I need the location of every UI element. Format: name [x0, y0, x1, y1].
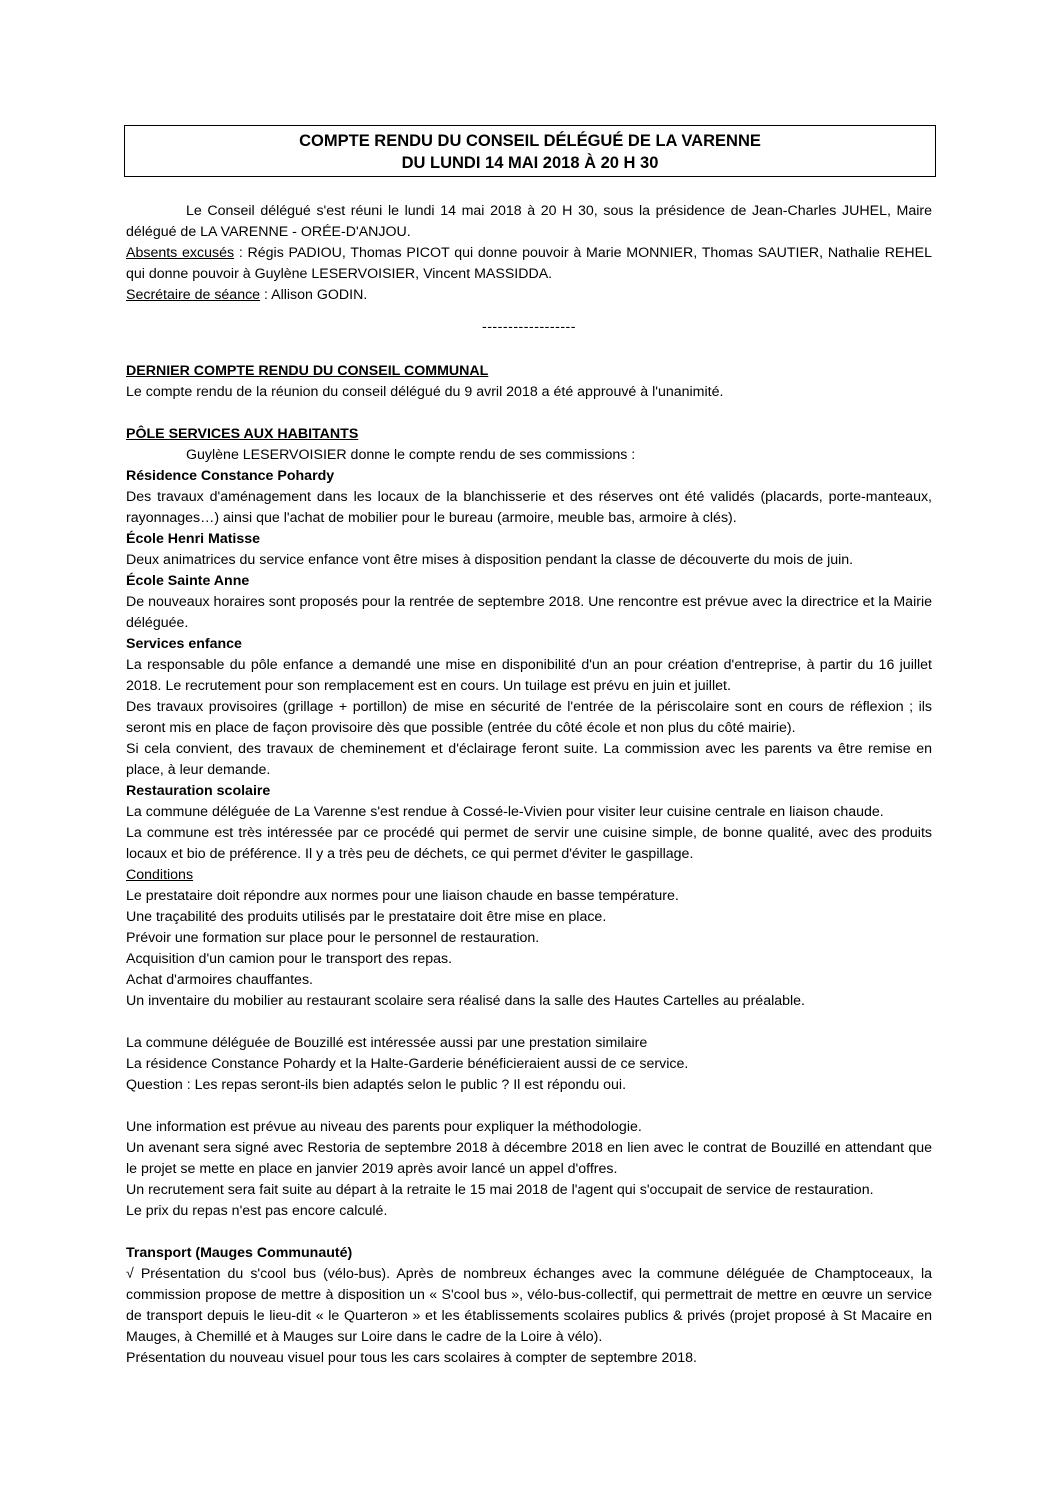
dernier-text: Le compte rendu de la réunion du conseil délégué du 9 avril 2018 a été approuvé à l'unanimité. [126, 384, 724, 400]
condition-item: Un inventaire du mobilier au restaurant scolaire sera réalisé dans la salle des Hautes Cartelles au préalable. [126, 993, 805, 1009]
spacer [126, 1222, 932, 1243]
separator: ------------------ [481, 319, 577, 335]
spacer [126, 403, 932, 424]
section-heading-pole: PÔLE SERVICES AUX HABITANTS [126, 426, 359, 442]
title-line-2: DU LUNDI 14 MAI 2018 À 20 H 30 [401, 154, 659, 172]
absents-line [126, 243, 932, 285]
question-line: Question : Les repas seront-ils bien adaptés selon le public ? Il est répondu oui. [126, 1077, 627, 1093]
document-title-box [124, 125, 936, 177]
resto-paragraph-2: La commune est très intéressée par ce procédé qui permet de servir une cuisine simple, de bonne qualité, avec des produits locaux et bio de préférence. Il y a très peu de déchets, ce qui permet d'éviter le gaspillage. [126, 825, 932, 862]
subheading-enfance: Services enfance [126, 636, 242, 652]
intro-paragraph: Le Conseil délégué s'est réuni le lundi 14 mai 2018 à 20 H 30, sous la présidence de Jean-Charles JUHEL, Maire délégué de LA VARENNE - ORÉE-D'ANJOU. [126, 203, 932, 240]
absents-text: : Régis PADIOU, Thomas PICOT qui donne pouvoir à Marie MONNIER, Thomas SAUTIER, Nathalie REHEL qui donne pouvoir à Guylène LESERVOISIER, Vincent MASSIDDA. [126, 245, 932, 282]
bouzille-line-1: La commune déléguée de Bouzillé est intéressée aussi par une prestation similaire [126, 1035, 648, 1051]
subheading-anne: École Sainte Anne [126, 573, 250, 589]
conditions-label: Conditions [126, 867, 194, 883]
section-heading-dernier: DERNIER COMPTE RENDU DU CONSEIL COMMUNAL [126, 363, 489, 379]
condition-item: Achat d'armoires chauffantes. [126, 972, 313, 988]
subheading-matisse: École Henri Matisse [126, 531, 261, 547]
secretaire-label: Secrétaire de séance [126, 287, 261, 303]
info-line-4: Le prix du repas n'est pas encore calculé. [126, 1203, 388, 1219]
condition-item: Acquisition d'un camion pour le transport des repas. [126, 951, 453, 967]
spacer [126, 1012, 932, 1033]
matisse-text: Deux animatrices du service enfance vont être mises à disposition pendant la classe de découverte du mois de juin. [126, 552, 854, 568]
bouzille-line-2: La résidence Constance Pohardy et la Halte-Garderie bénéficieraient aussi de ce service. [126, 1056, 689, 1072]
enfance-paragraph-2: Des travaux provisoires (grillage + portillon) de mise en sécurité de l'entrée de la périscolaire sont en cours de réflexion ; ils seront mis en place de façon provisoire dès que possible (entrée du côté école et non plus du côté mairie). [126, 699, 932, 736]
transport-paragraph-2: Présentation du nouveau visuel pour tous les cars scolaires à compter de septembre 2018. [126, 1350, 697, 1366]
residence-text: Des travaux d'aménagement dans les locaux de la blanchisserie et des réserves ont été validés (placards, porte-manteaux, rayonnages…) ainsi que l'achat de mobilier pour le bureau (armoire, meuble bas, armoire à clés). [126, 489, 932, 526]
info-line-2: Un avenant sera signé avec Restoria de septembre 2018 à décembre 2018 en lien avec le contrat de Bouzillé en attendant que le projet se mette en place en janvier 2019 après avoir lancé un appel d'offres. [126, 1140, 932, 1177]
transport-paragraph-1: √ Présentation du s'cool bus (vélo-bus). Après de nombreux échanges avec la commune déléguée de Champtoceaux, la commission propose de mettre à disposition un « S'cool bus », vélo-bus-collectif, qui permettrait de mettre en œuvre un service de transport depuis le lieu-dit « le Quarteron » et les établissements scolaires publics & privés (projet proposé à St Macaire en Mauges, à Chemillé et à Mauges sur Loire dans le cadre de la Loire à vélo). [126, 1266, 932, 1345]
subheading-restauration: Restauration scolaire [126, 783, 271, 799]
secretaire-line [126, 285, 932, 306]
anne-text: De nouveaux horaires sont proposés pour la rentrée de septembre 2018. Une rencontre est prévue avec la directrice et la Mairie déléguée. [126, 594, 932, 631]
condition-item: Le prestataire doit répondre aux normes pour une liaison chaude en basse température. [126, 888, 679, 904]
condition-item: Une traçabilité des produits utilisés par le prestataire doit être mise en place. [126, 909, 607, 925]
secretaire-text: : Allison GODIN. [260, 287, 368, 303]
absents-label: Absents excusés [126, 245, 235, 261]
title-line-1: COMPTE RENDU DU CONSEIL DÉLÉGUÉ DE LA VARENNE [299, 132, 761, 150]
document-body [126, 201, 932, 1369]
resto-paragraph-1: La commune déléguée de La Varenne s'est rendue à Cossé-le-Vivien pour visiter leur cuisine centrale en liaison chaude. [126, 804, 884, 820]
enfance-paragraph-1: La responsable du pôle enfance a demandé une mise en disponibilité d'un an pour création d'entreprise, à partir du 16 juillet 2018. Le recrutement pour son remplacement est en cours. Un tuilage est prévu en juin et juillet. [126, 657, 932, 694]
condition-item: Prévoir une formation sur place pour le personnel de restauration. [126, 930, 540, 946]
pole-intro: Guylène LESERVOISIER donne le compte rendu de ses commissions : [186, 447, 636, 463]
spacer [126, 1096, 932, 1117]
enfance-paragraph-3: Si cela convient, des travaux de cheminement et d'éclairage feront suite. La commission avec les parents va être remise en place, à leur demande. [126, 741, 932, 778]
subheading-residence: Résidence Constance Pohardy [126, 468, 335, 484]
subheading-transport: Transport (Mauges Communauté) [126, 1245, 353, 1261]
info-line-3: Un recrutement sera fait suite au départ à la retraite le 15 mai 2018 de l'agent qui s'occupait de service de restauration. [126, 1182, 874, 1198]
info-line-1: Une information est prévue au niveau des parents pour expliquer la méthodologie. [126, 1119, 642, 1135]
